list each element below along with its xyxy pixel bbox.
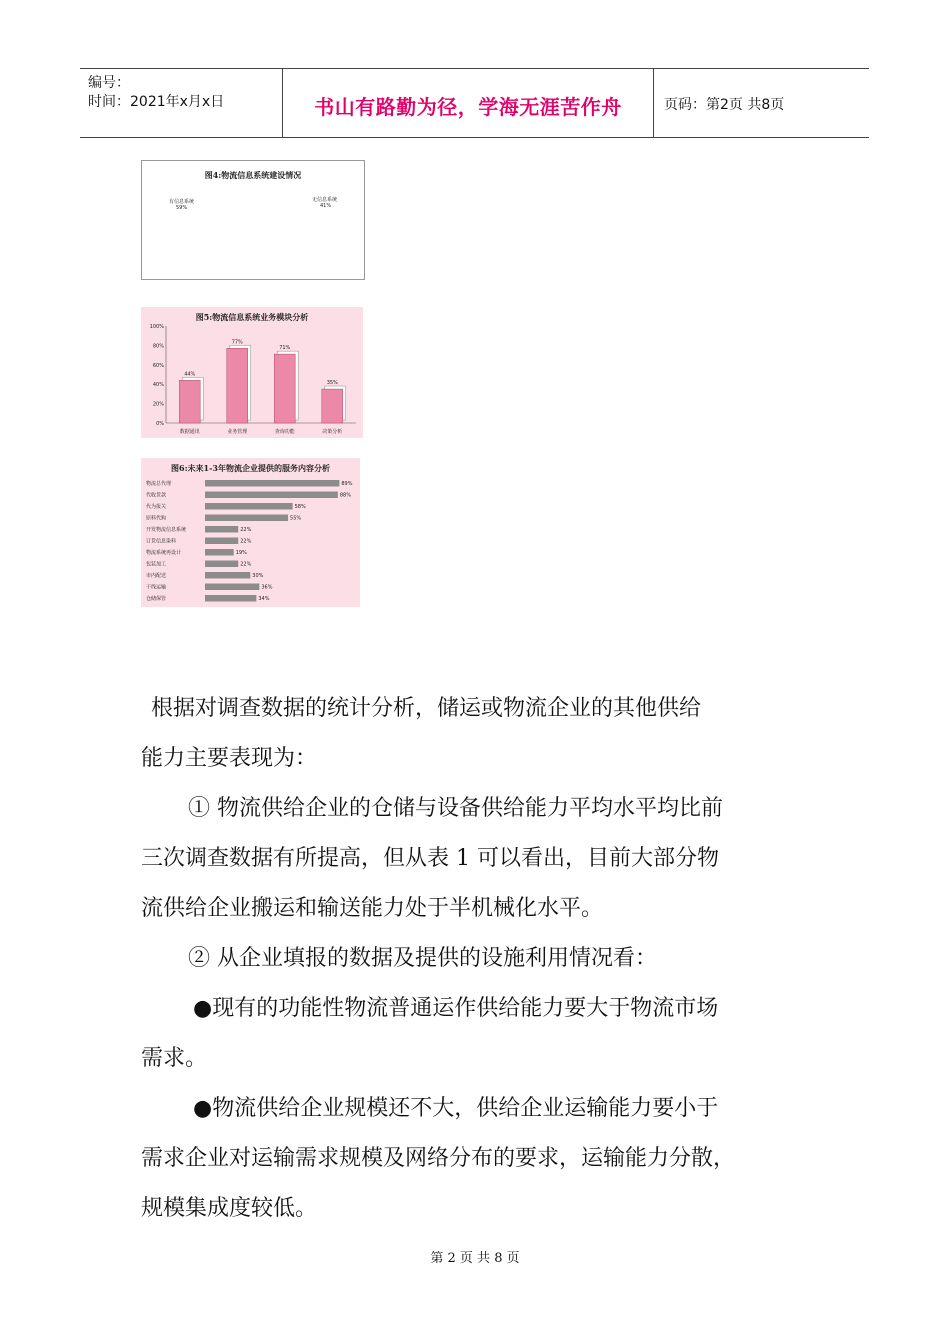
bar-value-label: 22% [240,527,252,533]
bar [227,348,248,423]
paragraph-1-line-1: 根据对调查数据的统计分析，储运或物流企业的其他供给 [151,696,702,721]
serial-number-label: 编号： [88,75,130,91]
paragraph-4-line-2: 需求。 [141,1046,208,1071]
x-tick-label: 查询功能 [274,429,295,435]
x-tick-label: 业务管理 [227,429,248,435]
pie-value-no-system: 41% [320,203,332,209]
category-label: 代为报关 [146,504,167,510]
paragraph-2-line-1: ① 物流供给企业的仓储与设备供给能力平均水平均比前 [188,796,723,821]
y-tick-label: 100% [149,324,164,330]
bar-value-label: 19% [235,550,247,556]
category-label: 开发物流信息系统 [146,527,187,533]
document-header [80,68,869,138]
header-motto-cell [283,69,654,137]
bar [322,389,343,423]
y-tick-label: 20% [152,401,164,408]
bar-value-label: 58% [294,504,306,510]
category-label: 仓储保管 [146,596,167,602]
figure-4-labels [142,161,364,279]
paragraph-2-line-2: 三次调查数据有所提高，但从表 1 可以看出，目前大部分物 [141,846,719,871]
bar-value-label: 22% [240,561,252,568]
category-label: 市内配送 [146,573,167,579]
figure-6-hbar-chart [141,458,360,607]
figure-6-title: 图6:未来1-3年物流企业提供的服务内容分析 [171,463,330,473]
bar [274,354,295,423]
paragraph-5-line-2: 需求企业对运输需求规模及网络分布的要求，运输能力分散， [141,1146,736,1171]
bar [205,526,238,533]
page-footer: 第 2 页 共 8 页 [430,1251,520,1266]
header-motto: 书山有路勤为径，学海无涯苦作舟 [314,95,622,119]
bar-value-label: 44% [184,371,196,378]
figure-6-svg [141,458,360,607]
bar [205,515,288,522]
bar [205,549,234,556]
figure-5-bar-chart [141,307,363,438]
x-tick-label: 决策分析 [322,429,343,435]
y-tick-label: 0% [156,421,164,427]
bar-value-label: 88% [339,492,352,499]
header-page-number: 页码：第2页 共8页 [664,97,785,113]
pie-value-has-system: 59% [176,205,188,211]
date-label: 时间：2021年x月x日 [88,94,225,110]
bar-value-label: 30% [252,573,264,579]
paragraph-3-line-1: ② 从企业填报的数据及提供的设施利用情况看： [188,946,657,971]
bar-value-label: 77% [231,339,243,346]
bar-value-label: 55% [290,515,302,522]
bar [205,595,256,602]
bar-value-label: 35% [326,380,338,387]
category-label: 代收货款 [146,492,167,499]
y-tick-label: 80% [152,343,164,350]
figure-4-title: 图4:物流信息系统建设情况 [204,170,302,180]
bar [205,584,259,591]
y-tick-label: 40% [152,382,164,389]
header-page-cell [654,69,869,137]
category-label: 包装加工 [146,561,167,568]
y-tick-label: 60% [152,362,164,369]
bar [205,503,293,510]
bar [205,561,238,568]
bar [205,492,338,499]
header-meta-cell [80,69,283,137]
category-label: 物流系统再设计 [146,550,182,556]
bar [205,480,339,487]
bar-value-label: 71% [279,345,291,352]
category-label: 干线运输 [146,584,167,591]
pie-label-has-system: 有信息系统 [169,199,195,205]
paragraph-5-line-1: ●物流供给企业规模还不大，供给企业运输能力要小于 [193,1096,719,1121]
bar-value-label: 36% [261,584,273,591]
figure-5-svg [141,307,363,438]
paragraph-1-line-2: 能力主要表现为： [141,746,318,771]
bar-value-label: 89% [341,481,353,487]
paragraph-5-line-3: 规模集成度较低。 [141,1196,318,1221]
bar-value-label: 22% [240,538,252,545]
bar-value-label: 34% [258,596,270,602]
bar [205,572,250,579]
bar [205,538,238,545]
figure-4-pie-chart [141,160,365,280]
category-label: 订货信息染料 [146,538,177,545]
category-label: 原料代购 [146,515,167,522]
x-tick-label: 数据通讯 [179,429,200,435]
pie-label-no-system: 无信息系统 [312,197,338,203]
category-label: 物流总代理 [146,481,172,487]
figure-5-title: 图5:物流信息系统业务模块分析 [195,312,309,322]
paragraph-4-line-1: ●现有的功能性物流普通运作供给能力要大于物流市场 [193,996,719,1021]
bar [179,380,200,423]
paragraph-2-line-3: 流供给企业搬运和输送能力处于半机械化水平。 [141,896,604,921]
